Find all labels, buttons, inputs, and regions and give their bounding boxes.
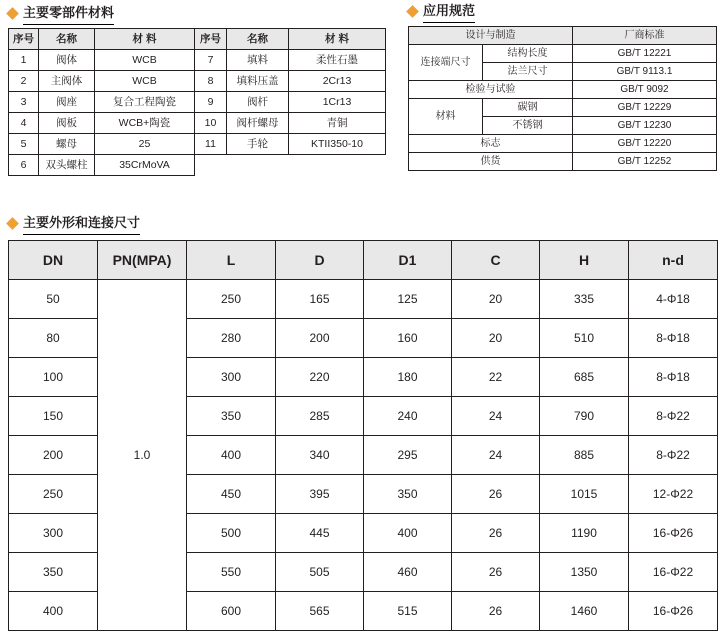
row-group-label: 检验与试验	[409, 81, 573, 99]
cell-c: 20	[452, 280, 540, 319]
cell: 1Cr13	[289, 92, 386, 113]
cell-d1: 180	[364, 358, 452, 397]
col-header: 序号	[9, 29, 39, 50]
cell-h: 685	[540, 358, 629, 397]
cell-d: 220	[276, 358, 364, 397]
cell-nd: 4-Φ18	[629, 280, 718, 319]
col-header: H	[540, 241, 629, 280]
cell-l: 280	[187, 319, 276, 358]
application-spec-table	[408, 26, 717, 171]
row-group-label: 材料	[409, 99, 483, 135]
cell: GB/T 9113.1	[573, 63, 717, 81]
cell-d1: 460	[364, 553, 452, 592]
cell: 填料	[227, 50, 289, 71]
table-header-row	[409, 27, 717, 45]
table-row	[409, 135, 717, 153]
cell: 10	[195, 113, 227, 134]
cell-dn: 250	[9, 475, 98, 514]
cell: KTII350-10	[289, 134, 386, 155]
cell-h: 510	[540, 319, 629, 358]
cell: 8	[195, 71, 227, 92]
col-header: 厂商标准	[573, 27, 717, 45]
section-heading-parts	[8, 2, 114, 25]
table-header-row	[9, 241, 718, 280]
cell-h: 790	[540, 397, 629, 436]
cell: 阀体	[39, 50, 95, 71]
col-header: D1	[364, 241, 452, 280]
cell: 阀杆螺母	[227, 113, 289, 134]
cell: 35CrMoVA	[95, 155, 195, 176]
col-header: 材 料	[289, 29, 386, 50]
cell-l: 300	[187, 358, 276, 397]
cell: 1	[9, 50, 39, 71]
cell-pn: 1.0	[98, 280, 187, 631]
cell-d1: 515	[364, 592, 452, 631]
cell-d: 445	[276, 514, 364, 553]
section-title-dimensions: 主要外形和连接尺寸	[23, 212, 140, 235]
cell-c: 22	[452, 358, 540, 397]
section-title-spec: 应用规范	[423, 0, 475, 23]
cell-d1: 295	[364, 436, 452, 475]
dimensions-table	[8, 240, 718, 631]
cell: GB/T 12220	[573, 135, 717, 153]
cell: GB/T 12229	[573, 99, 717, 117]
cell: 青铜	[289, 113, 386, 134]
cell-dn: 200	[9, 436, 98, 475]
cell-c: 24	[452, 397, 540, 436]
cell-h: 885	[540, 436, 629, 475]
cell-dn: 150	[9, 397, 98, 436]
cell-dn: 400	[9, 592, 98, 631]
cell: 填料压盖	[227, 71, 289, 92]
col-header: DN	[9, 241, 98, 280]
cell: WCB	[95, 50, 195, 71]
table-row	[9, 134, 386, 155]
table-row	[9, 92, 386, 113]
cell-l: 450	[187, 475, 276, 514]
section-title-parts: 主要零部件材料	[23, 2, 114, 25]
cell: 法兰尺寸	[483, 63, 573, 81]
table-row	[9, 113, 386, 134]
cell: 5	[9, 134, 39, 155]
cell: 柔性石墨	[289, 50, 386, 71]
cell-c: 26	[452, 514, 540, 553]
cell-nd: 16-Φ22	[629, 553, 718, 592]
cell-c: 26	[452, 475, 540, 514]
cell: WCB+陶瓷	[95, 113, 195, 134]
cell: 复合工程陶瓷	[95, 92, 195, 113]
cell: 主阀体	[39, 71, 95, 92]
cell: 3	[9, 92, 39, 113]
col-header: 名称	[39, 29, 95, 50]
cell: 双头螺柱	[39, 155, 95, 176]
cell-l: 550	[187, 553, 276, 592]
cell: 25	[95, 134, 195, 155]
col-header: 序号	[195, 29, 227, 50]
cell-d: 395	[276, 475, 364, 514]
row-group-label: 供货	[409, 153, 573, 171]
table-row	[409, 81, 717, 99]
cell-c: 24	[452, 436, 540, 475]
col-header: C	[452, 241, 540, 280]
table-row	[9, 155, 386, 176]
cell-nd: 12-Φ22	[629, 475, 718, 514]
table-row	[409, 45, 717, 63]
table-row	[9, 280, 718, 319]
cell-d: 165	[276, 280, 364, 319]
col-header: PN(MPA)	[98, 241, 187, 280]
row-group-label: 连接端尺寸	[409, 45, 483, 81]
section-heading-dimensions	[8, 212, 140, 235]
table-row	[409, 99, 717, 117]
diamond-bullet-icon	[406, 5, 419, 18]
cell-dn: 80	[9, 319, 98, 358]
cell-d: 565	[276, 592, 364, 631]
cell: GB/T 12252	[573, 153, 717, 171]
cell-h: 1350	[540, 553, 629, 592]
cell-nd: 8-Φ22	[629, 436, 718, 475]
cell-nd: 8-Φ18	[629, 358, 718, 397]
cell-d1: 350	[364, 475, 452, 514]
col-header: 名称	[227, 29, 289, 50]
table-row	[9, 50, 386, 71]
diamond-bullet-icon	[6, 7, 19, 20]
cell-dn: 50	[9, 280, 98, 319]
cell-d: 340	[276, 436, 364, 475]
cell: 2Cr13	[289, 71, 386, 92]
col-header: D	[276, 241, 364, 280]
cell: 手轮	[227, 134, 289, 155]
table-row	[409, 153, 717, 171]
cell-dn: 350	[9, 553, 98, 592]
cell-h: 335	[540, 280, 629, 319]
cell: 结构长度	[483, 45, 573, 63]
cell-l: 250	[187, 280, 276, 319]
col-header: L	[187, 241, 276, 280]
cell: GB/T 12221	[573, 45, 717, 63]
cell-d1: 160	[364, 319, 452, 358]
cell: 2	[9, 71, 39, 92]
cell-d1: 240	[364, 397, 452, 436]
parts-materials-table	[8, 28, 386, 176]
cell: 阀板	[39, 113, 95, 134]
cell: 4	[9, 113, 39, 134]
cell: 阀杆	[227, 92, 289, 113]
cell-h: 1460	[540, 592, 629, 631]
col-header: 设计与制造	[409, 27, 573, 45]
cell-l: 600	[187, 592, 276, 631]
col-header: n-d	[629, 241, 718, 280]
table-header-row	[9, 29, 386, 50]
diamond-bullet-icon	[6, 217, 19, 230]
cell-h: 1190	[540, 514, 629, 553]
section-heading-spec	[408, 0, 475, 23]
cell-nd: 8-Φ22	[629, 397, 718, 436]
cell: 6	[9, 155, 39, 176]
cell-h: 1015	[540, 475, 629, 514]
cell: 碳钢	[483, 99, 573, 117]
cell-d: 285	[276, 397, 364, 436]
cell-nd: 8-Φ18	[629, 319, 718, 358]
cell: 阀座	[39, 92, 95, 113]
cell-l: 350	[187, 397, 276, 436]
cell-dn: 100	[9, 358, 98, 397]
row-group-label: 标志	[409, 135, 573, 153]
cell-nd: 16-Φ26	[629, 592, 718, 631]
cell-d: 505	[276, 553, 364, 592]
cell-dn: 300	[9, 514, 98, 553]
cell-c: 20	[452, 319, 540, 358]
cell-nd: 16-Φ26	[629, 514, 718, 553]
cell: GB/T 12230	[573, 117, 717, 135]
cell: 螺母	[39, 134, 95, 155]
cell: 9	[195, 92, 227, 113]
cell-l: 400	[187, 436, 276, 475]
cell: 不锈钢	[483, 117, 573, 135]
cell: 11	[195, 134, 227, 155]
col-header: 材 料	[95, 29, 195, 50]
cell: 7	[195, 50, 227, 71]
cell: WCB	[95, 71, 195, 92]
table-row	[9, 71, 386, 92]
cell-d1: 400	[364, 514, 452, 553]
cell-l: 500	[187, 514, 276, 553]
cell: GB/T 9092	[573, 81, 717, 99]
cell-c: 26	[452, 592, 540, 631]
cell-d1: 125	[364, 280, 452, 319]
cell-c: 26	[452, 553, 540, 592]
cell-d: 200	[276, 319, 364, 358]
